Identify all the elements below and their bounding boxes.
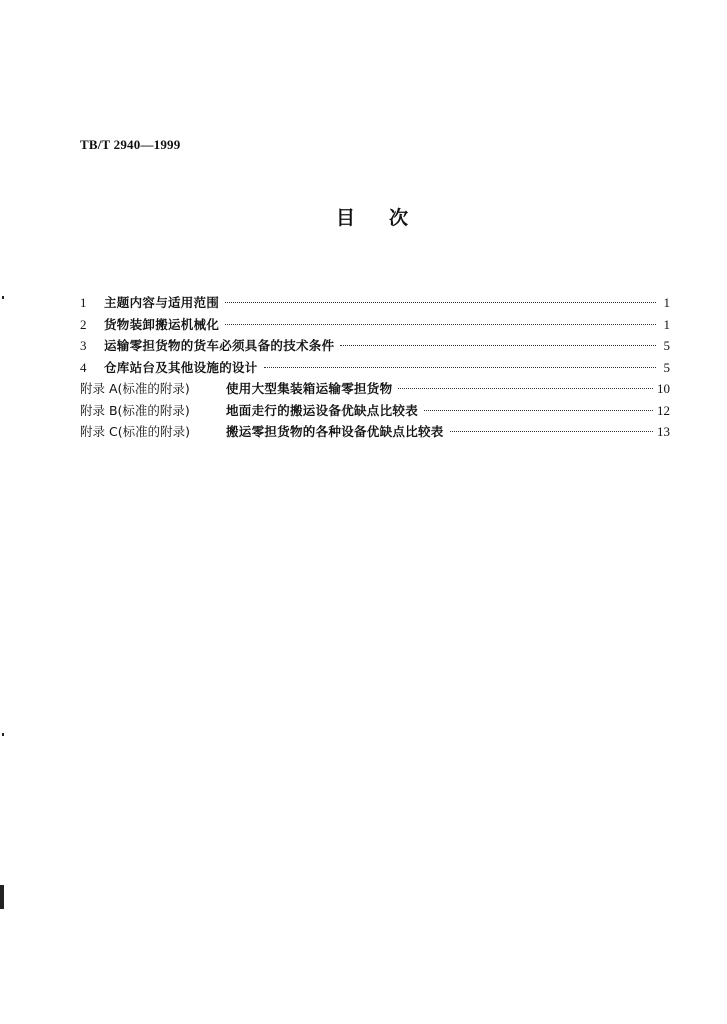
toc-heading-left: 目 [336, 207, 356, 229]
toc-dot-leader [424, 410, 653, 411]
toc-entry-appendix[interactable] [80, 378, 670, 400]
toc-dot-leader [340, 345, 656, 346]
toc-appendix-label: 附录 C(标准的附录) [80, 424, 190, 439]
toc-entry[interactable] [80, 314, 670, 336]
toc-entry-number: 3 [80, 338, 87, 353]
toc-entry[interactable] [80, 335, 670, 357]
toc-entry-title: 地面走行的搬运设备优缺点比较表 [226, 402, 419, 418]
toc-entry-title: 主题内容与适用范围 [104, 295, 220, 310]
toc-entry-appendix[interactable] [80, 421, 670, 443]
table-of-contents [80, 292, 670, 443]
toc-entry-page: 13 [657, 424, 670, 439]
toc-appendix-label: 附录 A(标准的附录) [80, 381, 190, 396]
toc-entry-page: 1 [663, 295, 670, 310]
toc-dot-leader [225, 302, 656, 303]
toc-entry-page: 10 [657, 381, 670, 396]
toc-entry-title: 货物装卸搬运机械化 [104, 316, 220, 332]
toc-entry-title: 运输零担货物的货车必须具备的技术条件 [104, 338, 335, 353]
toc-entry-title: 仓库站台及其他设施的设计 [104, 359, 258, 375]
toc-entry[interactable] [80, 357, 670, 379]
toc-entry-title: 使用大型集装箱运输零担货物 [226, 381, 393, 396]
toc-entry-number: 2 [80, 316, 87, 332]
toc-entry-number: 1 [80, 295, 87, 310]
toc-heading [336, 203, 408, 230]
standard-code: TB/T 2940—1999 [80, 137, 181, 152]
scan-speck [2, 733, 4, 736]
toc-entry-page: 12 [657, 402, 670, 418]
toc-heading-right: 次 [389, 207, 409, 229]
scan-speck [2, 296, 4, 299]
toc-dot-leader [398, 388, 653, 389]
toc-entry-appendix[interactable] [80, 400, 670, 422]
toc-appendix-label: 附录 B(标准的附录) [80, 402, 190, 418]
toc-dot-leader [225, 324, 656, 325]
toc-dot-leader [450, 431, 653, 432]
toc-entry-number: 4 [80, 359, 87, 375]
toc-entry-page: 5 [663, 338, 670, 353]
toc-dot-leader [264, 367, 656, 368]
toc-entry[interactable] [80, 292, 670, 314]
toc-entry-title: 搬运零担货物的各种设备优缺点比较表 [226, 424, 444, 439]
toc-entry-page: 5 [663, 359, 670, 375]
toc-entry-page: 1 [663, 316, 670, 332]
scan-edge-mark [0, 885, 4, 909]
